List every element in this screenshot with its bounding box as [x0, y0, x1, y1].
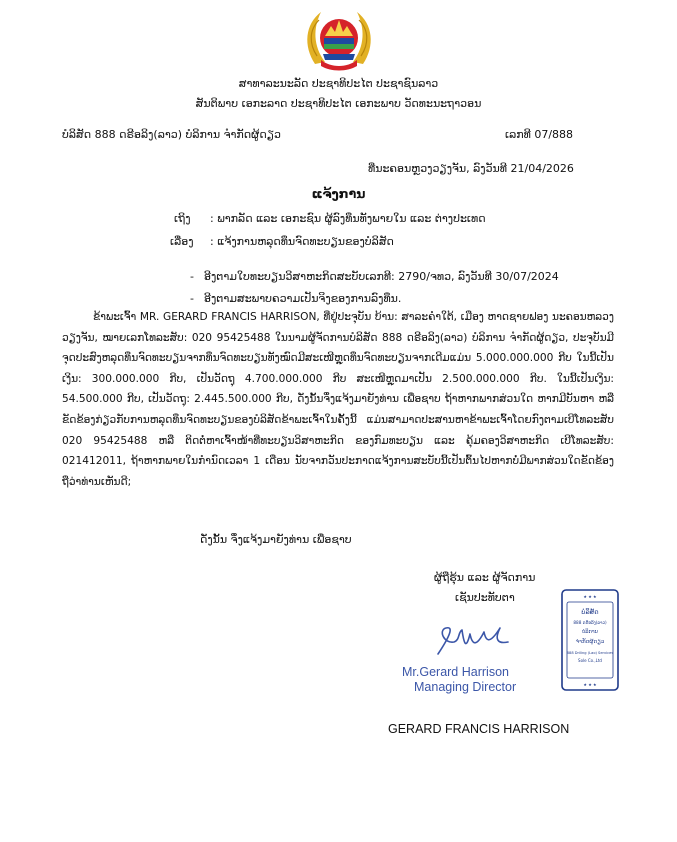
state-name-line: ສາທາລະນະລັດ ປະຊາທິປະໄຕ ປະຊາຊົນລາວ: [238, 77, 439, 90]
company-name: ບໍລິສັດ 888 ດຣີອລິງ(ລາວ) ບໍລິການ ຈຳກັດຜູ້ດຽວ: [62, 128, 281, 141]
bullet-dash: -: [190, 270, 194, 283]
svg-text:★ ★ ★: ★ ★ ★: [583, 682, 597, 687]
svg-text:ບໍລິສັດ: ບໍລິສັດ: [581, 608, 599, 616]
reference-number: ເລກທີ 07/888: [505, 128, 574, 141]
signatory-name: GERARD FRANCIS HARRISON: [388, 722, 570, 736]
signatory-title: ຜູ້ຖືຮຸ້ນ ແລະ ຜູ້ຈັດການ: [434, 571, 536, 584]
bullet-dash: -: [190, 292, 194, 305]
svg-text:ຈຳກັດຜູ້ດຽວ: ຈຳກັດຜູ້ດຽວ: [575, 639, 605, 645]
subject-label: ເລື່ອງ: [170, 235, 194, 248]
national-emblem: [299, 6, 379, 72]
place-date: ທີ່ນະຄອນຫຼວງວຽງຈັນ, ລົງວັນທີ 21/04/2026: [368, 162, 574, 175]
svg-text:Sole Co.,Ltd: Sole Co.,Ltd: [578, 658, 602, 663]
signatory-seal-note: ເຊັນປະທັບຕາ: [455, 591, 515, 604]
reference-item: - ອີງຕາມໃບທະບຽນວິສາຫະກິດສະບັບເລກທີ: 2790/ຈທວ, ລົງວັນທີ 30/07/2024: [190, 270, 559, 283]
svg-text:888 ດຣີອລິງ(ລາວ): 888 ດຣີອລິງ(ລາວ): [573, 620, 607, 625]
recipient-label: ເຖິງ: [174, 212, 191, 225]
svg-text:888 Driling (Lao) Services: 888 Driling (Lao) Services: [566, 651, 614, 655]
company-seal-stamp: [560, 588, 620, 692]
document-title: ແຈ້ງການ: [311, 186, 366, 201]
body-paragraph: ຂ້າພະເຈົ້າ MR. GERARD FRANCIS HARRISON, ທີ່ຢູ່ປະຈຸບັນ ບ້ານ: ສາລະຄຳໃຕ້, ເມືອງ ຫາດຊາຍຟອງ ນະຄອນຫລວງວຽງຈັນ, ໝາຍເລກໂທລະສັບ: 020 95425488 ໃນນາມຜູ້ຈັດການບໍລິສັດ 888 ດຣີອລິງ(ລາວ) ບໍລິການ ຈຳກັດຜູ້ດຽວ, ປະຈຸບັນມີຈຸດປະສົງຫລຸດທຶນຈົດທະບຽນຈາກທຶນຈົດທະບຽນທັງໝົດມີສະເໜີຫຼຸດທຶນຈົດທະບຽນຈາກເດີມແມ່ນ 5.000.000.000 ກີບ ໃນນີ້ເປັນເງິນ: 300.000.000 ກີບ, ເປັນວັດຖຸ 4.700.000.000 ກີບ ສະເໜີຫຼຸດມາເປັນ 2.500.000.000 ກີບ. ໃນນີ້ເປັນເງິນ: 54.500.000 ກີບ, ເປັນວັດຖຸ: 2.445.500.000 ກີບ, ດັ່ງນັ້ນຈຶ່ງແຈ້ງມາຍັງທ່ານ ເພື່ອຊາບ ຖ້າຫາກພາກສ່ວນໃດ ຫາກມີບັນຫາ ຫລືຂັດຂ້ອງກ່ຽວກັບການຫລຸດທຶນຈົດທະບຽນຂອງບໍລິສັດຂ້າພະເຈົ້າໃນຄັ້ງນີ້ ແມ່ນສາມາດປະສານຫາຂ້າພະເຈົ້າໂດຍກົງຕາມເບີໂທລະສັບ 020 95425488 ຫລື ຕິດຕໍ່ຫາເຈົ້າໜ້າທີ່ທະບຽນວິສາຫະກິດ ຂອງກົມທະບຽນ ແລະ ຄຸ້ມຄອງວິສາຫະກິດ ເບີໂທລະສັບ: 021412011, ຖ້າຫາກພາຍໃນກຳນົດເວລາ 1 ເດືອນ ນັບຈາກວັນປະກາດແຈ້ງການສະບັບນີ້ເປັນຕົ້ນໄປຫາກບໍ່ມີພາກສ່ວນໃດຂັດຂ້ອງຖືວ່າທ່ານເຫັນດີ;: [62, 311, 614, 488]
svg-text:ບໍລິການ: ບໍລິການ: [582, 629, 598, 635]
reference-item: - ອີງຕາມສະພາບຄວາມເປັນຈິງຂອງການລົງທຶນ.: [190, 292, 402, 305]
svg-text:★ ★ ★: ★ ★ ★: [583, 594, 597, 599]
signature-title: Managing Director: [414, 680, 517, 694]
handwritten-signature: [428, 614, 518, 664]
subject-text: : ແຈ້ງການຫລຸດທຶນຈົດທະບຽນຂອງບໍລິສັດ: [210, 235, 394, 248]
closing-line: ດັ່ງນັ້ນ ຈຶ່ງແຈ້ງມາຍັງທ່ານ ເພື່ອຊາບ: [200, 533, 352, 546]
signature-name: Mr.Gerard Harrison: [402, 665, 509, 679]
state-motto-line: ສັນຕິພາບ ເອກະລາດ ປະຊາທິປະໄຕ ເອກະພາບ ວັດທະນະຖາວອນ: [195, 97, 482, 110]
recipient-text: : ພາກລັດ ແລະ ເອກະຊົນ ຜູ້ລົງທຶນທັງພາຍໃນ ແລະ ຕ່າງປະເທດ: [210, 212, 486, 225]
